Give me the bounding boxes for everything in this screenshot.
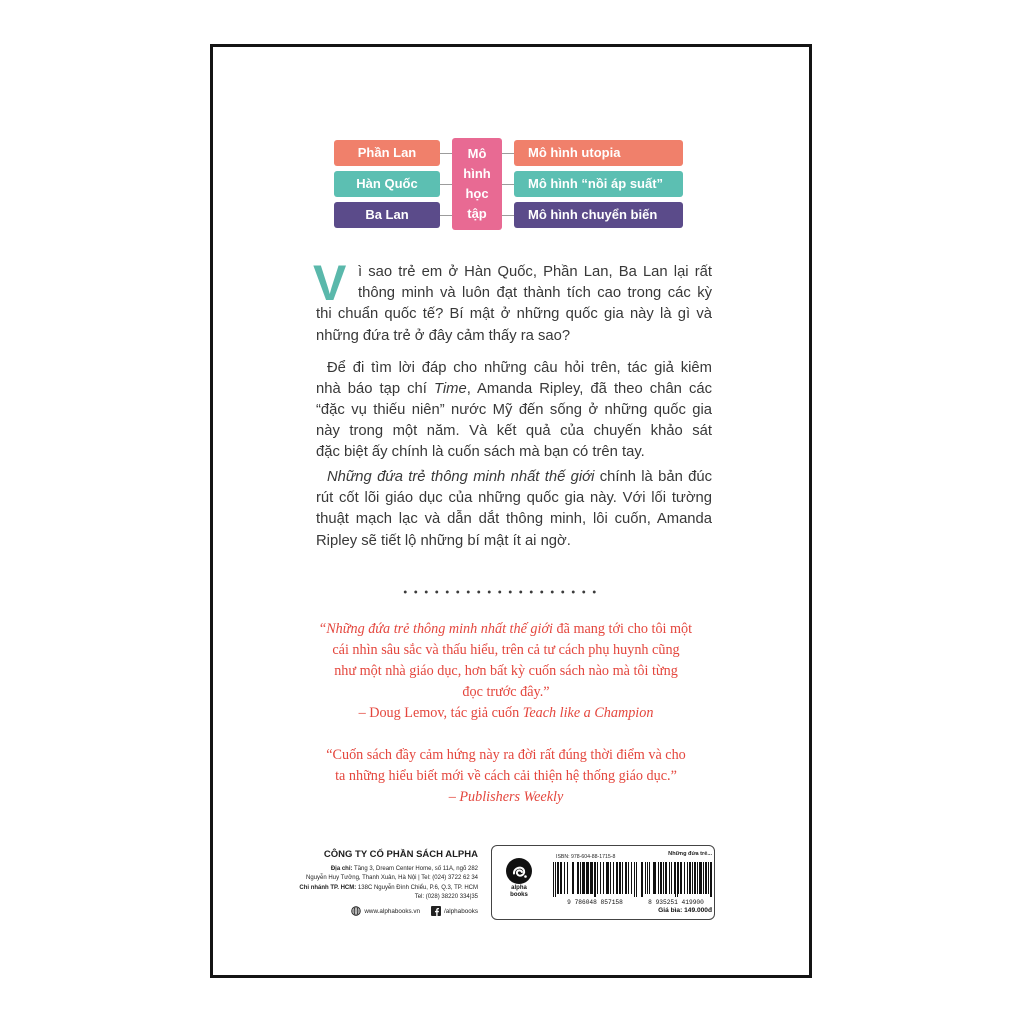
- barcode-bar: [642, 862, 643, 897]
- center-box-learning-model: [452, 138, 502, 230]
- country-box-korea: Hàn Quốc: [334, 171, 440, 197]
- barcode-bar: [697, 862, 698, 894]
- barcode-bar: [557, 862, 560, 894]
- paragraph-line: [316, 379, 712, 400]
- barcode-bar: [564, 862, 565, 894]
- dotted-divider: [400, 590, 600, 594]
- barcode-bar: [595, 862, 596, 897]
- barcode-bar: [689, 862, 691, 894]
- connector-line: [502, 215, 514, 216]
- barcode-bar: [705, 862, 707, 894]
- center-box-line: hình: [463, 166, 491, 181]
- barcode-bar: [610, 862, 611, 894]
- barcode-bar: [684, 862, 685, 894]
- model-box-transformation: Mô hình chuyển biến: [514, 202, 683, 228]
- barcode-bar: [619, 862, 621, 894]
- barcode-bar: [622, 862, 623, 894]
- barcode-bar: [573, 862, 574, 894]
- barcode-bar: [631, 862, 632, 894]
- barcode-bar: [597, 862, 598, 894]
- center-box-line: Mô: [467, 146, 487, 161]
- connector-line: [440, 215, 452, 216]
- cited-book-title: Teach like a Champion: [522, 705, 654, 721]
- barcode-bar: [560, 862, 562, 894]
- barcode-bar: [660, 862, 661, 894]
- barcode-bar: [687, 862, 688, 894]
- connector-line: [440, 153, 452, 154]
- barcode-bar: [649, 862, 650, 894]
- paragraph-line: ì sao trẻ em ở Hàn Quốc, Phần Lan, Ba Lan lại rất: [358, 264, 712, 280]
- barcode-bar: [586, 862, 587, 894]
- barcode-bar: [636, 862, 637, 897]
- barcode-bar: [555, 862, 556, 897]
- text-segment: “: [319, 621, 327, 637]
- quote-line: “Cuốn sách đầy cảm hứng này ra đời rất đúng thời điểm và cho: [326, 747, 686, 763]
- barcode-bar: [634, 862, 635, 897]
- center-box-line: tập: [467, 206, 487, 221]
- facebook-icon: [431, 906, 441, 916]
- text-segment: chính là bản đúc: [594, 469, 712, 485]
- text-segment: nhà báo tạp chí: [316, 380, 434, 397]
- barcode-bar: [669, 862, 670, 894]
- barcode-bar: [606, 862, 609, 894]
- model-box-pressure-cooker: Mô hình “nồi áp suất”: [514, 171, 683, 197]
- barcode-bar: [577, 862, 579, 894]
- isbn-label: ISBN: 978-604-88-1715-8: [556, 854, 616, 860]
- address-label: Địa chỉ:: [330, 866, 353, 872]
- price-barcode: [641, 862, 712, 897]
- price-barcode-digits: 8 935251 419900: [648, 899, 704, 906]
- text-segment: đã mang tới cho tôi một: [552, 621, 693, 637]
- paragraph-2: [316, 358, 712, 464]
- paragraph-line: thuật mạch lạc và dẫn dắt thông minh, lôi cuốn, Amanda: [316, 511, 712, 528]
- paragraph-line: Để đi tìm lời đáp cho những câu hỏi trên, tác giả kiêm: [327, 359, 712, 376]
- barcode-bar: [603, 862, 604, 894]
- barcode-bar: [699, 862, 701, 894]
- barcode-bar: [680, 862, 682, 894]
- quote-attribution: [306, 787, 706, 808]
- text-segment: , Amanda Ripley, đã theo chân các: [466, 380, 712, 397]
- barcode-bar: [658, 862, 659, 894]
- barcode-bar: [671, 862, 672, 894]
- model-box-utopia: Mô hình utopia: [514, 140, 683, 166]
- book-title: Những đứa trẻ thông minh nhất thế giới: [327, 469, 595, 485]
- barcode-bar: [590, 862, 593, 894]
- publisher-name: CÔNG TY CỔ PHẦN SÁCH ALPHA: [323, 849, 478, 860]
- quote-line: như một nhà giáo dục, hơn bất kỳ cuốn sách nào mà tôi từng: [334, 663, 678, 679]
- address-line: Nguyễn Huy Tưởng, Thanh Xuân, Hà Nội | Tel: (024) 3722 62 34: [306, 875, 478, 882]
- quote-line: cái nhìn sâu sắc và thấu hiểu, trên cả tư cách phụ huynh cũng: [332, 642, 680, 658]
- paragraph-line: [316, 467, 712, 488]
- connector-line: [502, 153, 514, 154]
- country-box-poland: Ba Lan: [334, 202, 440, 228]
- publisher-info: [299, 849, 478, 915]
- paragraph-line: thông minh và luôn đạt thành tích cao trong các kỳ: [358, 285, 712, 302]
- center-box-line: học: [465, 186, 489, 201]
- publisher-address: [299, 865, 478, 902]
- address-line: [299, 865, 478, 874]
- paragraph-line: “đặc vụ thiếu niên” nước Mỹ đến sống ở những quốc gia: [316, 401, 712, 418]
- barcode-bar: [665, 862, 667, 894]
- barcode-bar: [654, 862, 655, 894]
- barcode-bar: [692, 862, 693, 894]
- drop-cap: V: [313, 255, 347, 311]
- review-quote-2: [306, 745, 706, 808]
- text-segment: – Doug Lemov, tác giả cuốn: [358, 705, 523, 721]
- barcode-bar: [711, 862, 712, 897]
- isbn-digits: 9 786048 857158: [567, 899, 623, 906]
- quote-attribution: [306, 703, 706, 724]
- branch-label: Chi nhánh TP. HCM:: [299, 884, 357, 891]
- barcode-bar: [580, 862, 581, 894]
- logo-text-alpha: alpha: [511, 885, 527, 891]
- facebook-handle: /alphabooks: [444, 907, 478, 915]
- branch-text: 138C Nguyễn Đình Chiểu, P.6, Q.3, TP. HCM: [356, 884, 478, 891]
- branch-tel: Tel: (028) 38220 334|35: [414, 893, 478, 900]
- cover-price: Giá bìa: 149.000đ: [658, 907, 712, 914]
- book-title-short: Những đứa trẻ...: [668, 851, 712, 857]
- attribution-source: – Publishers Weekly: [448, 789, 564, 805]
- logo-text-books: books: [510, 892, 528, 898]
- barcode-bar: [694, 862, 696, 894]
- barcode-bar: [582, 862, 585, 894]
- paragraph-line: rút cốt lõi giáo dục của những quốc gia này. Với lối tường: [316, 490, 712, 507]
- isbn-barcode: [553, 862, 637, 897]
- barcode-bar: [567, 862, 568, 894]
- barcode-bar: [616, 862, 618, 894]
- barcode-bar: [553, 862, 554, 897]
- barcode-box: [491, 845, 715, 920]
- address-text: Tầng 3, Dream Center Home, số 11A, ngõ 282: [352, 866, 478, 872]
- paragraph-line: này trong một năm. Và kết quả của chuyến khảo sát: [316, 423, 712, 440]
- connector-line: [440, 184, 452, 185]
- country-box-finland: Phần Lan: [334, 140, 440, 166]
- barcode-bar: [647, 862, 648, 894]
- web-links: [351, 906, 478, 916]
- paragraph-line: những đứa trẻ ở đây cảm thấy ra sao?: [316, 327, 571, 344]
- quote-line: ta những hiểu biết mới về cách cải thiện hệ thống giáo dục.”: [335, 768, 677, 784]
- magazine-title: Time: [433, 380, 467, 397]
- quote-line: [306, 619, 706, 640]
- barcode-bar: [600, 862, 601, 894]
- quote-line: đọc trước đây.”: [462, 684, 550, 700]
- connector-line: [502, 184, 514, 185]
- globe-icon: [351, 906, 361, 916]
- paragraph-line: đặc biệt ấy chính là cuốn sách mà bạn có trên tay.: [316, 444, 645, 461]
- barcode-bar: [572, 862, 573, 894]
- barcode-bar: [594, 862, 595, 897]
- alpha-books-logo: [506, 858, 532, 884]
- book-title: Những đứa trẻ thông minh nhất thế giới: [326, 621, 553, 637]
- branch-line: [299, 884, 478, 893]
- barcode-bar: [613, 862, 614, 894]
- barcode-bar: [625, 862, 628, 894]
- barcode-bar: [628, 862, 629, 894]
- intro-paragraph: [316, 262, 712, 347]
- paragraph-line: thi chuẩn quốc tế? Bí mật ở những quốc gia này là gì và: [316, 306, 712, 323]
- barcode-bar: [587, 862, 589, 894]
- website-url: www.alphabooks.vn: [364, 907, 421, 915]
- paragraph-line: Ripley sẽ tiết lộ những bí mật ít ai ngờ.: [316, 532, 571, 549]
- review-quote-1: [306, 619, 706, 724]
- paragraph-3: [316, 467, 712, 552]
